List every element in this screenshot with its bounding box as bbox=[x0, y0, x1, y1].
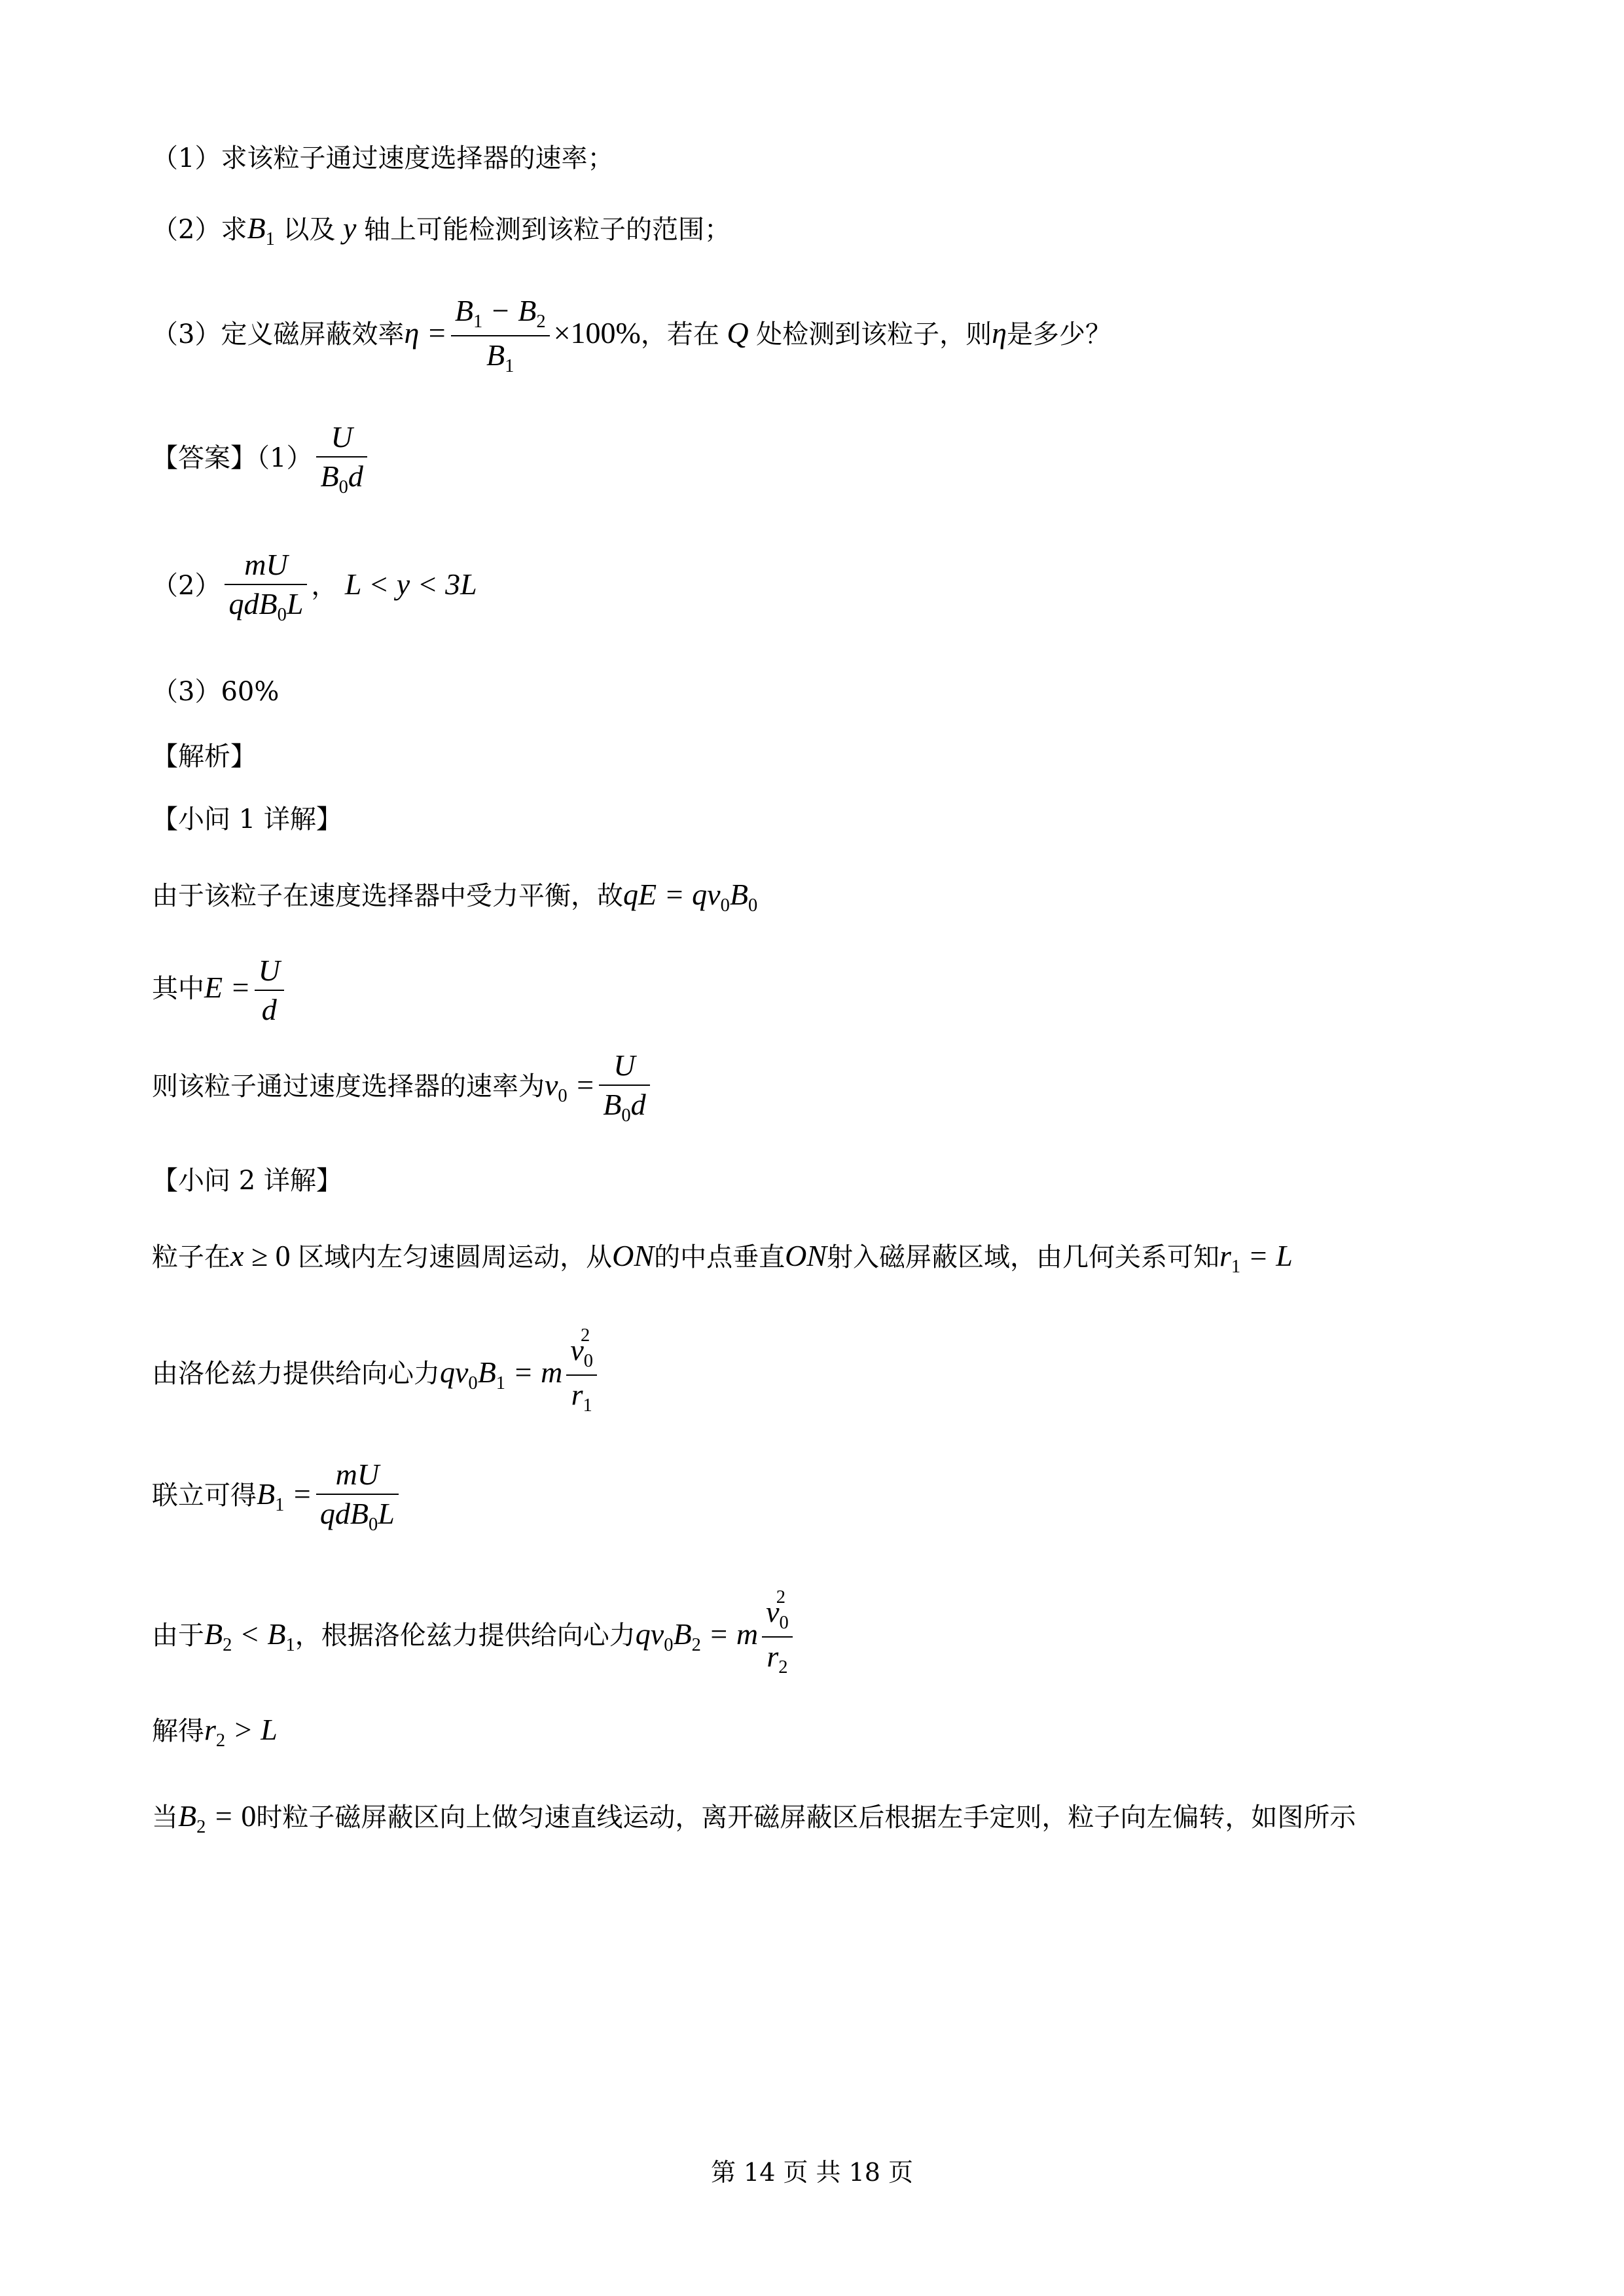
q2-text-b: 以及 bbox=[283, 215, 336, 245]
math-on-1: ON bbox=[612, 1239, 655, 1272]
s1-line-1-text: 由于该粒子在速度选择器中受力平衡，故 bbox=[152, 881, 623, 911]
analysis-label: 【解析】 bbox=[152, 742, 257, 772]
math-force-2: $qv_0B_2 = m$ v 2 $_0$ $r_2$ bbox=[636, 1617, 797, 1651]
q3-text-c: 处检测到该粒子，则 bbox=[756, 319, 992, 350]
sub2-title: 【小问 2 详解】 bbox=[152, 1166, 342, 1196]
s2-line-3 bbox=[152, 1460, 403, 1534]
math-r1: $r_1 = L$ bbox=[1219, 1239, 1293, 1277]
s2-line-4 bbox=[152, 1587, 797, 1678]
s1-line-2-text: 其中 bbox=[152, 973, 204, 1004]
math-on-2: ON bbox=[785, 1239, 827, 1272]
s2-line-1-a: 粒子在 bbox=[152, 1242, 230, 1272]
math-qe: qE = $qv_0B_0$ bbox=[623, 878, 758, 916]
question-2 bbox=[152, 213, 731, 249]
s2-line-1 bbox=[152, 1241, 1293, 1276]
answer-3: （3）60% bbox=[152, 677, 280, 707]
q2-text-c: 轴上可能检测到该粒子的范围； bbox=[363, 215, 731, 245]
s2-line-5-text: 解得 bbox=[152, 1716, 204, 1746]
question-3 bbox=[152, 296, 1111, 376]
answer-label: 【答案】（1） bbox=[152, 442, 313, 473]
math-eta-def: η = $\frac{B_1 - B_2}{B_1}$ ×100% bbox=[404, 294, 641, 377]
q3-text-b: ，若在 bbox=[640, 319, 719, 350]
s1-line-2 bbox=[152, 956, 288, 1025]
answer-1 bbox=[152, 422, 371, 497]
s2-line-1-c: 的中点垂直 bbox=[654, 1242, 785, 1272]
math-e: E = $\frac{U}{d}$ bbox=[204, 971, 288, 1004]
answer-2-prefix: （2） bbox=[152, 570, 221, 601]
math-x: x ≥ 0 bbox=[230, 1239, 291, 1272]
math-answer-1: $\frac{U}{B_0d}$ bbox=[312, 440, 370, 473]
s2-line-4-b: ，根据洛伦兹力提供给向心力 bbox=[295, 1621, 636, 1651]
math-r2: $r_2 > L$ bbox=[204, 1713, 278, 1751]
math-eta: η bbox=[992, 316, 1007, 350]
s1-line-3-text: 则该粒子通过速度选择器的速率为 bbox=[152, 1071, 545, 1102]
s2-line-2 bbox=[152, 1325, 601, 1416]
math-b1: $B_1$ bbox=[247, 211, 275, 249]
q2-text-a: （2）求 bbox=[152, 215, 247, 245]
answer-2 bbox=[152, 550, 477, 624]
s2-line-1-b: 区域内左匀速圆周运动，从 bbox=[298, 1242, 613, 1272]
math-range: L < y < 3L bbox=[337, 567, 477, 601]
sub1-title: 【小问 1 详解】 bbox=[152, 804, 342, 834]
s1-line-3 bbox=[152, 1050, 654, 1125]
math-answer-2: $\frac{mU}{qdB_0L}$ bbox=[221, 567, 311, 601]
s2-line-1-d: 射入磁屏蔽区域，由几何关系可知 bbox=[826, 1242, 1219, 1272]
s2-line-6-a: 当 bbox=[152, 1803, 178, 1833]
s2-line-5 bbox=[152, 1715, 278, 1750]
math-y: y bbox=[335, 211, 364, 245]
math-v0: $v_0$ = $\frac{U}{B_0d}$ bbox=[545, 1068, 654, 1102]
s2-line-2-text: 由洛伦兹力提供给向心力 bbox=[152, 1359, 440, 1390]
answer-2-sep: ， bbox=[311, 570, 338, 601]
s2-line-4-a: 由于 bbox=[152, 1621, 204, 1651]
page-footer: 第 14 页 共 18 页 bbox=[710, 2158, 914, 2187]
s2-line-6 bbox=[152, 1801, 1356, 1837]
math-b1-result: $B_1$ = $\frac{mU}{qdB_0L}$ bbox=[257, 1477, 403, 1511]
math-force-1: $qv_0B_1 = m$ v 2 $_0$ $r_1$ bbox=[440, 1355, 601, 1389]
math-b2-zero: $B_2 = 0$ bbox=[178, 1799, 257, 1837]
q3-text-a: （3）定义磁屏蔽效率 bbox=[152, 319, 405, 350]
q3-text-d: 是多少？ bbox=[1006, 319, 1111, 350]
math-b2-lt-b1: $B_2 < B_1$ bbox=[204, 1617, 295, 1656]
s2-line-3-text: 联立可得 bbox=[152, 1480, 257, 1511]
s1-line-1 bbox=[152, 880, 757, 915]
math-q: Q bbox=[719, 316, 757, 350]
question-1: （1）求该粒子通过速度选择器的速率； bbox=[152, 143, 614, 173]
s2-line-6-b: 时粒子磁屏蔽区向上做匀速直线运动，离开磁屏蔽区后根据左手定则，粒子向左偏转，如图所示 bbox=[256, 1803, 1356, 1833]
